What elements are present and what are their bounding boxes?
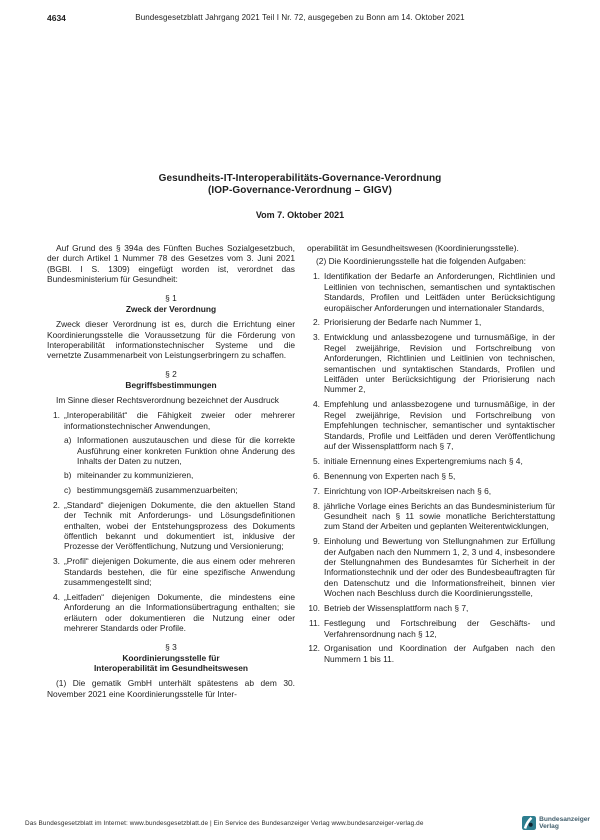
task-text: Priorisierung der Bedarfe nach Nummer 1, xyxy=(324,317,482,328)
section-3-body: (1) Die gematik GmbH unterhält spätestens ab dem 30. November 2021 eine Koordinierungsstelle für Inter- xyxy=(47,678,295,699)
paragraph-2: (2) Die Koordinierungsstelle hat die folgenden Aufgaben: xyxy=(316,256,526,267)
task-text: Organisation und Koordination der Aufgaben nach den Nummern 1 bis 11. xyxy=(324,643,555,664)
task-item xyxy=(307,271,555,313)
definition-item xyxy=(47,500,295,552)
subitem-text: miteinander zu kommunizieren, xyxy=(77,470,194,481)
task-item xyxy=(307,501,555,532)
task-text: Betrieb der Wissensplattform nach § 7, xyxy=(324,603,469,614)
intro-paragraph: Auf Grund des § 394a des Fünften Buches Sozialgesetzbuch, der durch Artikel 1 Nummer 78 des Gesetzes vom 3. Juni 2021 (BGBl. I S. 1309) eingefügt worden ist, verordnet das Bundesministerium für Gesundheit: xyxy=(47,243,295,285)
task-number: 12. xyxy=(308,643,320,654)
item-number: 3. xyxy=(53,556,60,567)
section-3-heading-line2: Interoperabilität im Gesundheitswesen xyxy=(93,663,249,674)
task-text: Benennung von Experten nach § 5, xyxy=(324,470,456,481)
definition-subitem xyxy=(64,485,295,495)
task-item xyxy=(307,536,555,598)
task-item xyxy=(307,456,555,466)
definition-subitem xyxy=(64,435,295,466)
definition-item xyxy=(47,410,295,431)
task-text: initiale Ernennung eines Expertengremiums nach § 4, xyxy=(324,455,523,466)
task-number: 9. xyxy=(313,536,320,547)
task-number: 5. xyxy=(313,455,320,466)
task-number: 8. xyxy=(313,500,320,511)
task-text: Identifikation der Bedarfe an Anforderungen, Richtlinien und Leitlinien von technischen, semantischen und syntaktischen Standards, Profilen und Leitfäden unter Berücksichtigung europäischer Anforderungen und internationaler Standards, xyxy=(324,271,555,313)
task-item xyxy=(307,317,555,327)
section-1-body: Zweck dieser Verordnung ist es, durch die Errichtung einer Koordinierungsstelle die Voraussetzung für die Förderung von Interoperabilität informationstechnischer Systeme und die vernetzte Zusammenarbeit von Leistungserbringern zu schaffen. xyxy=(47,319,295,361)
page-header xyxy=(0,13,600,25)
definition-item xyxy=(47,556,295,587)
section-3-number: § 3 xyxy=(165,641,177,652)
task-number: 7. xyxy=(313,485,320,496)
title-block xyxy=(0,173,600,220)
task-number: 11. xyxy=(308,618,320,629)
task-number: 4. xyxy=(313,399,320,410)
item-number: 4. xyxy=(53,591,60,602)
section-1-number: § 1 xyxy=(165,292,177,303)
footer-text: Das Bundesgesetzblatt im Internet: www.bundesgesetzblatt.de | Ein Service des Bundesanzeiger Verlag www.bundesanzeiger-verlag.de xyxy=(25,819,424,827)
task-item xyxy=(307,603,555,613)
task-text: Festlegung und Fortschreibung der Geschäfts- und Verfahrensordnung nach § 12, xyxy=(324,618,555,639)
task-text: Einrichtung von IOP-Arbeitskreisen nach § 6, xyxy=(324,485,492,496)
task-text: Entwicklung und anlassbezogene und turnusmäßige, in der Regel zweijährige, Revision und Fortschreibung von Anforderungen, Richtlinien und Leitlinien von technischen, semantischen und syntaktischen Standards, Profilen und Leitfäden unter Berücksichtigung der Priorisierung nach Nummer 2, xyxy=(324,332,555,395)
task-number: 3. xyxy=(313,332,320,343)
subitem-letter: c) xyxy=(64,484,71,495)
definition-subitem xyxy=(64,470,295,480)
document-date: Vom 7. Oktober 2021 xyxy=(255,210,345,220)
task-item xyxy=(307,332,555,394)
definition-item xyxy=(47,592,295,634)
task-item xyxy=(307,399,555,451)
section-2-heading: Begriffsbestimmungen xyxy=(125,380,217,391)
section-2-intro: Im Sinne dieser Rechtsverordnung bezeichnet der Ausdruck xyxy=(56,395,279,406)
task-text: jährliche Vorlage eines Berichts an das Bundesministerium für Gesundheit nach § 11 sowie monatliche Berichterstattung zum Stand der Arbeiten und geplanten Weiterentwicklungen, xyxy=(324,500,555,532)
item-text: „Profil“ diejenigen Dokumente, die aus einem oder mehreren Standards bestehen, die für eine spezifische Anwendung zusammengestellt sind; xyxy=(64,556,295,588)
item-number: 2. xyxy=(53,499,60,510)
document-title-line2: (IOP-Governance-Verordnung – GIGV) xyxy=(208,185,392,196)
bundesanzeiger-verlag-logo xyxy=(522,816,590,830)
task-number: 10. xyxy=(308,603,320,614)
section-1-heading: Zweck der Verordnung xyxy=(125,304,217,315)
item-text: „Leitfaden“ diejenigen Dokumente, die mindestens eine Anforderung an die Informationsübertragung enthalten; sie erläutern oder dokumentieren die Nutzung einer oder mehrerer Standards oder Profile. xyxy=(64,591,295,634)
item-text: „Standard“ diejenigen Dokumente, die den aktuellen Stand der Technik mit Anforderungs- und Lösungsdefinitionen enthalten, wobei der Entstehungsprozess des Dokuments öffentlich bekannt und dokumentiert ist, inklusive der Prozesse der Veröffentlichung, Nutzung und Versionierung; xyxy=(64,499,295,552)
task-text: Empfehlung und anlassbezogene und turnusmäßige, in der Regel zweijährige, Revision und Fortschreibung von Empfehlungen technischer, semantischer und syntaktischer Standards, Profile und Leitfäden und deren Veröffentlichung auf der Wissensplattform nach § 7, xyxy=(324,399,555,451)
section-3-heading xyxy=(47,653,295,673)
left-column xyxy=(47,243,295,699)
task-item xyxy=(307,471,555,481)
logo-text-line1: Bundesanzeiger xyxy=(539,816,590,823)
continuation-paragraph: operabilität im Gesundheitswesen (Koordinierungsstelle). xyxy=(307,243,519,253)
bundesanzeiger-logo-icon xyxy=(522,816,536,830)
page-footer xyxy=(25,812,590,834)
logo-text-line2: Verlag xyxy=(539,823,559,830)
task-item xyxy=(307,486,555,496)
document-body xyxy=(47,243,555,699)
subitem-letter: a) xyxy=(64,435,72,446)
item-text: „Interoperabilität“ die Fähigkeit zweier oder mehrerer informationstechnischer Anwendungen, xyxy=(64,410,295,431)
task-text: Einholung und Bewertung von Stellungnahmen zur Erfüllung der Aufgaben nach den Nummern 1, 2, 3 und 4, insbesondere der Stellungnahmen des Bundesamtes für Sicherheit in der Informationstechnik und der oder des Bundesbeauftragten für den Datenschutz und die Informationsfreiheit, binnen vier Wochen nach Beschluss durch die Koordinierungsstelle, xyxy=(324,536,555,599)
subitem-letter: b) xyxy=(64,470,72,481)
page-number: 4634 xyxy=(47,13,66,23)
logo-text xyxy=(539,816,590,830)
task-item xyxy=(307,643,555,664)
task-item xyxy=(307,618,555,639)
right-column xyxy=(307,243,555,699)
item-number: 1. xyxy=(53,410,60,421)
section-2-number: § 2 xyxy=(165,368,177,379)
section-3-heading-line1: Koordinierungsstelle für xyxy=(122,653,220,663)
task-number: 2. xyxy=(313,317,320,328)
task-number: 1. xyxy=(313,271,320,282)
header-text: Bundesgesetzblatt Jahrgang 2021 Teil I Nr. 72, ausgegeben zu Bonn am 14. Oktober 2021 xyxy=(135,13,465,22)
subitem-text: Informationen auszutauschen und diese für die korrekte Ausführung einer konkreten Funktion ohne Änderung des Inhalts der Daten zu nutzen, xyxy=(77,435,295,466)
task-number: 6. xyxy=(313,470,320,481)
subitem-text: bestimmungsgemäß zusammenzuarbeiten; xyxy=(77,484,238,495)
document-title-line1: Gesundheits-IT-Interoperabilitäts-Governance-Verordnung xyxy=(158,173,442,184)
